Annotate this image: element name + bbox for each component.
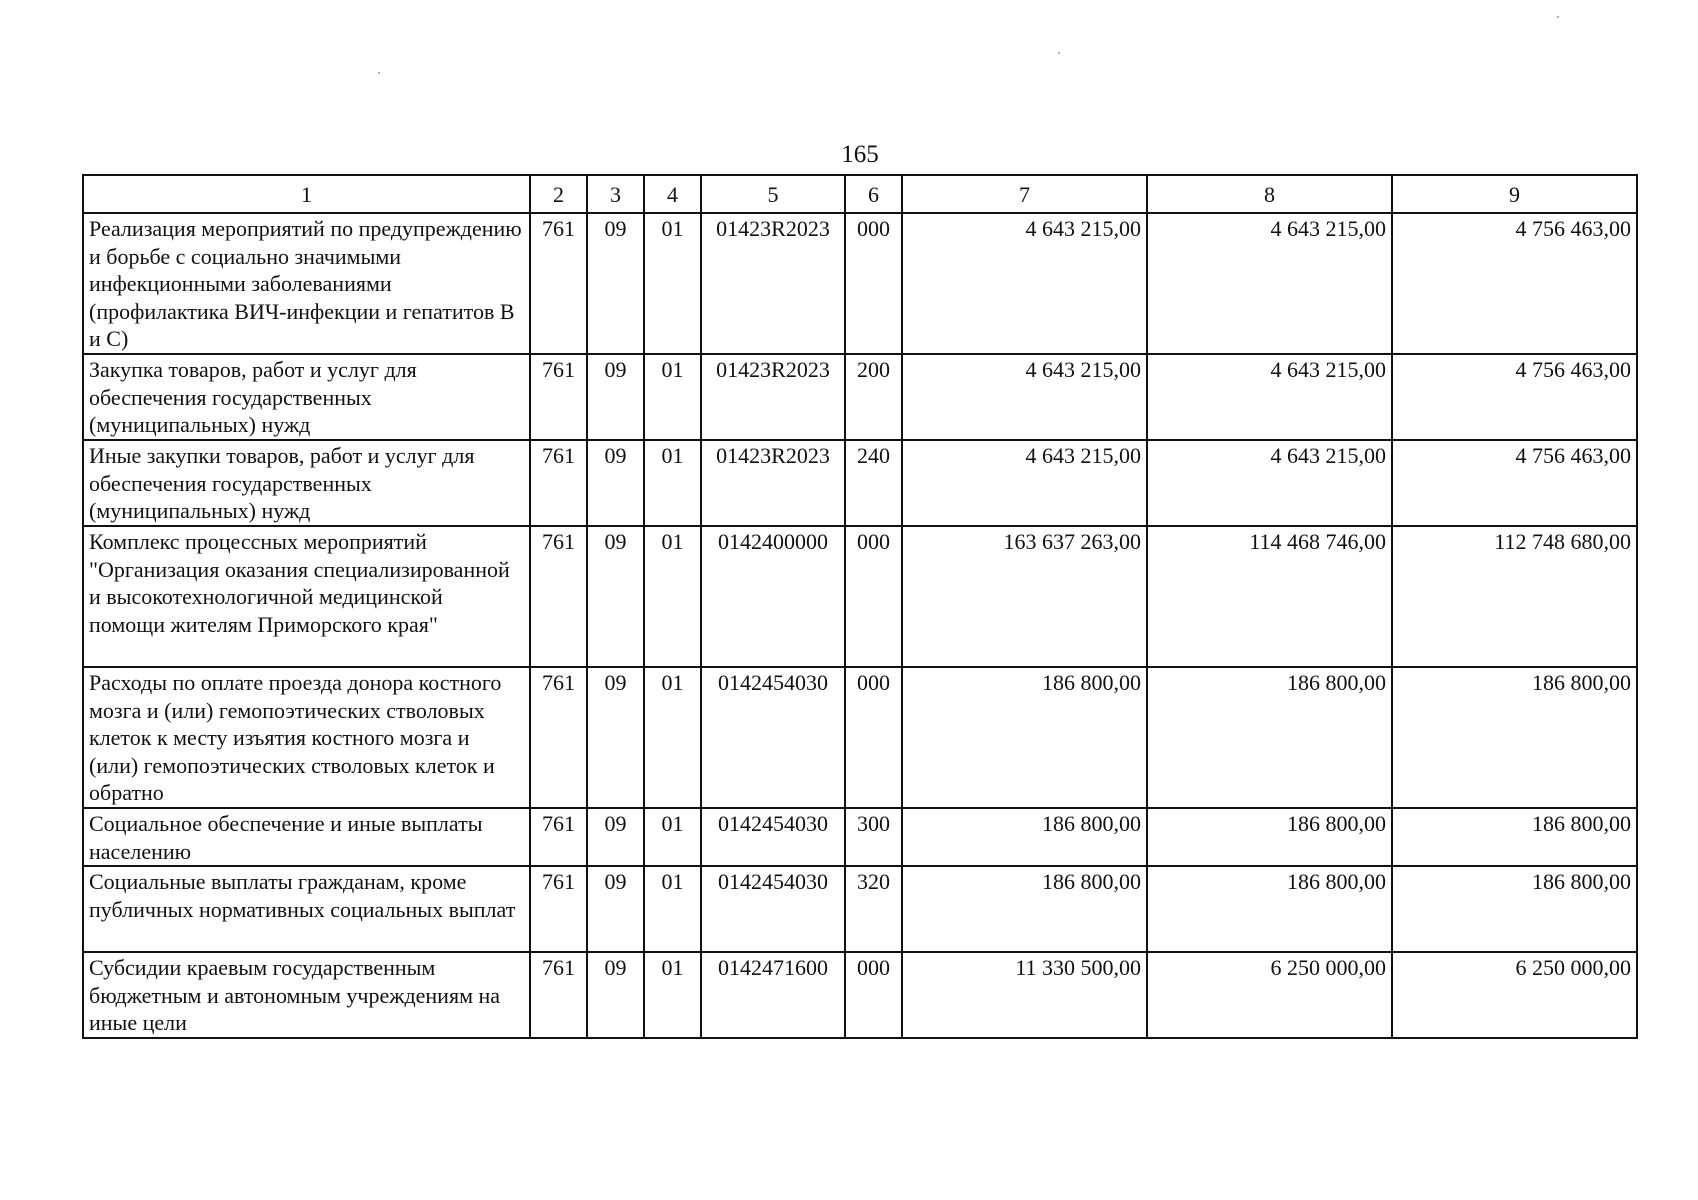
column-number-row [83,175,1637,213]
agency-code: 761 [530,808,587,866]
target-item-code: 0142454030 [701,667,845,808]
amount-col-8: 4 643 215,00 [1147,213,1392,354]
expense-type-code: 000 [845,952,902,1038]
column-header: 9 [1392,175,1637,213]
subsection-code: 01 [644,526,701,667]
row-name: Субсидии краевым государственным бюджетным и автономным учреждениям на иные цели [83,952,530,1038]
agency-code: 761 [530,866,587,952]
budget-table [82,174,1638,1039]
page-number: 165 [841,141,879,168]
target-item-code: 01423R2023 [701,354,845,440]
expense-type-code: 240 [845,440,902,526]
amount-col-7: 186 800,00 [902,808,1147,866]
target-item-code: 0142400000 [701,526,845,667]
target-item-code: 0142471600 [701,952,845,1038]
section-code: 09 [587,952,644,1038]
table-row [83,213,1637,354]
column-header: 8 [1147,175,1392,213]
amount-col-9: 4 756 463,00 [1392,440,1637,526]
table-row [83,354,1637,440]
amount-col-7: 4 643 215,00 [902,440,1147,526]
table-row [83,866,1637,952]
table-row [83,526,1637,667]
subsection-code: 01 [644,667,701,808]
agency-code: 761 [530,354,587,440]
row-name: Социальное обеспечение и иные выплаты населению [83,808,530,866]
amount-col-8: 186 800,00 [1147,808,1392,866]
amount-col-9: 186 800,00 [1392,866,1637,952]
target-item-code: 01423R2023 [701,213,845,354]
expense-type-code: 000 [845,667,902,808]
section-code: 09 [587,866,644,952]
target-item-code: 01423R2023 [701,440,845,526]
section-code: 09 [587,667,644,808]
table-row [83,440,1637,526]
amount-col-8: 6 250 000,00 [1147,952,1392,1038]
scan-speck [378,72,380,74]
row-name: Расходы по оплате проезда донора костного мозга и (или) гемопоэтических стволовых клеток к месту изъятия костного мозга и (или) гемопоэтических стволовых клеток и обратно [83,667,530,808]
column-header: 6 [845,175,902,213]
column-header: 1 [83,175,530,213]
column-header: 2 [530,175,587,213]
agency-code: 761 [530,213,587,354]
agency-code: 761 [530,440,587,526]
amount-col-8: 4 643 215,00 [1147,440,1392,526]
subsection-code: 01 [644,440,701,526]
amount-col-7: 186 800,00 [902,866,1147,952]
column-header: 4 [644,175,701,213]
expense-type-code: 300 [845,808,902,866]
target-item-code: 0142454030 [701,808,845,866]
scan-speck [1058,52,1060,54]
subsection-code: 01 [644,952,701,1038]
section-code: 09 [587,213,644,354]
column-header: 3 [587,175,644,213]
subsection-code: 01 [644,808,701,866]
amount-col-8: 186 800,00 [1147,667,1392,808]
agency-code: 761 [530,667,587,808]
amount-col-9: 186 800,00 [1392,667,1637,808]
amount-col-9: 4 756 463,00 [1392,354,1637,440]
row-name: Комплекс процессных мероприятий "Организация оказания специализированной и высокотехнологичной медицинской помощи жителям Приморского края" [83,526,530,667]
amount-col-9: 4 756 463,00 [1392,213,1637,354]
table-row [83,667,1637,808]
amount-col-8: 186 800,00 [1147,866,1392,952]
amount-col-7: 163 637 263,00 [902,526,1147,667]
amount-col-7: 4 643 215,00 [902,213,1147,354]
amount-col-7: 4 643 215,00 [902,354,1147,440]
amount-col-9: 112 748 680,00 [1392,526,1637,667]
scan-speck [1557,16,1559,18]
table-row [83,808,1637,866]
expense-type-code: 000 [845,526,902,667]
section-code: 09 [587,354,644,440]
row-name: Реализация мероприятий по предупреждению и борьбе с социально значимыми инфекционными заболеваниями (профилактика ВИЧ-инфекции и гепатитов В и С) [83,213,530,354]
amount-col-7: 186 800,00 [902,667,1147,808]
section-code: 09 [587,526,644,667]
amount-col-7: 11 330 500,00 [902,952,1147,1038]
expense-type-code: 320 [845,866,902,952]
expense-type-code: 000 [845,213,902,354]
section-code: 09 [587,440,644,526]
subsection-code: 01 [644,866,701,952]
amount-col-8: 114 468 746,00 [1147,526,1392,667]
column-header: 7 [902,175,1147,213]
subsection-code: 01 [644,213,701,354]
amount-col-9: 186 800,00 [1392,808,1637,866]
amount-col-8: 4 643 215,00 [1147,354,1392,440]
row-name: Закупка товаров, работ и услуг для обеспечения государственных (муниципальных) нужд [83,354,530,440]
expense-type-code: 200 [845,354,902,440]
table-row [83,952,1637,1038]
subsection-code: 01 [644,354,701,440]
agency-code: 761 [530,952,587,1038]
column-header: 5 [701,175,845,213]
target-item-code: 0142454030 [701,866,845,952]
agency-code: 761 [530,526,587,667]
row-name: Социальные выплаты гражданам, кроме публичных нормативных социальных выплат [83,866,530,952]
section-code: 09 [587,808,644,866]
amount-col-9: 6 250 000,00 [1392,952,1637,1038]
row-name: Иные закупки товаров, работ и услуг для обеспечения государственных (муниципальных) нужд [83,440,530,526]
